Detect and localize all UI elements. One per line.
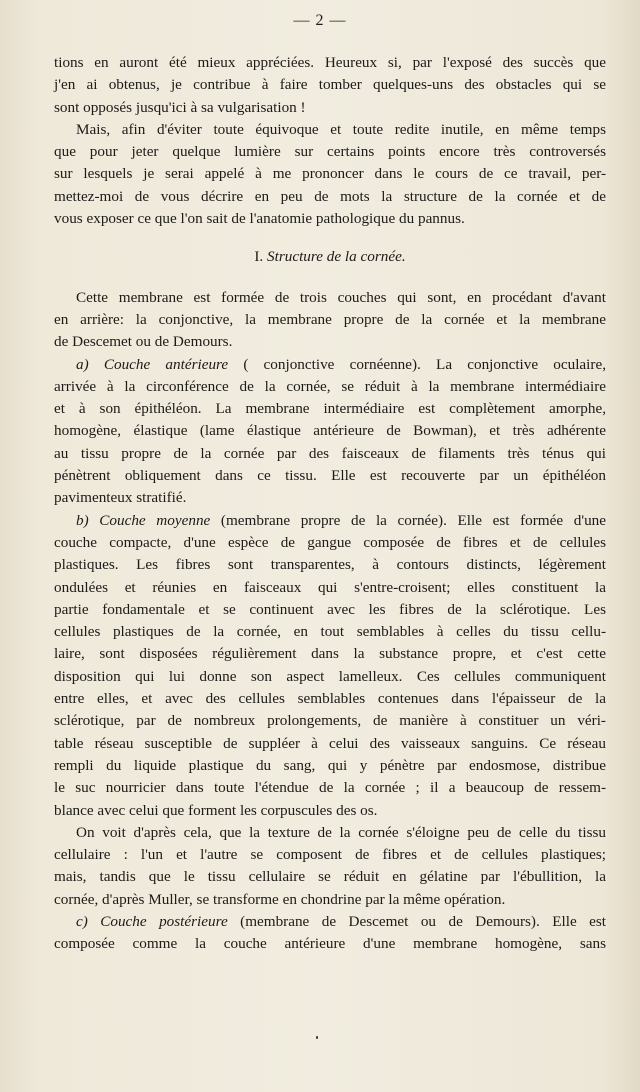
text-line: couche compacte, d'une espèce de gangue composée de fibres et de cellules	[54, 533, 606, 551]
text-line: sur lesquels je serai appelé à me prononcer dans le cours de ce travail, per-	[54, 165, 606, 183]
subsection-lead: c) Couche postérieure	[76, 912, 228, 930]
text-line: laire, sont disposées régulièrement dans la substance propre, et c'est cette	[54, 645, 606, 663]
text-line: blance avec celui que forment les corpuscules des os.	[54, 801, 378, 819]
text-line: au tissu propre de la cornée par des faisceaux de filaments très ténus qui	[54, 444, 606, 462]
text-line	[54, 354, 606, 376]
ink-speck	[316, 1036, 318, 1039]
text-line: sclérotique, par de nombreux prolongements, de manière à constituer un véri-	[54, 712, 606, 730]
text-line: et à son épithéléon. La membrane intermédiaire est complètement amorphe,	[54, 400, 606, 418]
text-line: table réseau susceptible de suppléer à celui des vaisseaux sanguins. Ce réseau	[54, 734, 606, 752]
subsection-lead: a) Couche antérieure	[76, 355, 229, 373]
page-number: — 2 —	[293, 12, 347, 29]
body-text	[54, 52, 606, 956]
text-line: On voit d'après cela, que la texture de la cornée s'éloigne peu de celle du tissu	[76, 823, 606, 841]
text-line: rempli du liquide plastique du sang, qui y pénètre par endosmose, distribue	[54, 756, 606, 774]
text-line: vous exposer ce que l'on sait de l'anatomie pathologique du pannus.	[54, 210, 465, 228]
text-line: plastiques. Les fibres sont transparentes, à contours distincts, légèrement	[54, 556, 606, 574]
text-line: j'en ai obtenus, je contribue à faire tomber quelques-uns des obstacles qui se	[54, 76, 606, 94]
text-run: (membrane propre de la cornée). Elle est formée d'une	[210, 511, 606, 529]
text-line: sont opposés jusqu'ici à sa vulgarisation !	[54, 98, 306, 116]
text-run: ( conjonctive cornéenne). La conjonctive oculaire,	[228, 355, 606, 373]
text-line: homogène, élastique (lame élastique antérieure de Bowman), et très adhérente	[54, 422, 606, 440]
text-line: pavimenteux stratifié.	[54, 489, 187, 507]
text-line: disposition qui lui donne son aspect lamelleux. Ces cellules communiquent	[54, 667, 606, 685]
text-line: que pour jeter quelque lumière sur certains points encore très controversés	[54, 143, 606, 161]
text-line: ondulées et réunies en faisceaux qui s'entre-croisent; elles constituent la	[54, 578, 606, 596]
text-run: (membrane de Descemet ou de Demours). Elle est	[227, 912, 606, 930]
subsection-lead: b) Couche moyenne	[76, 511, 211, 529]
text-line	[54, 911, 606, 933]
text-line: arrivée à la circonférence de la cornée, se réduit à la membrane intermédiaire	[54, 377, 606, 395]
text-line: composée comme la couche antérieure d'une membrane homogène, sans	[54, 935, 606, 953]
text-line: le suc nourricier dans toute l'étendue de la cornée ; il a beaucoup de ressem-	[54, 779, 606, 797]
text-line: Mais, afin d'éviter toute équivoque et toute redite inutile, en même temps	[76, 120, 606, 138]
text-line: entre elles, et avec des cellules semblables contenues dans l'épaisseur de la	[54, 690, 606, 708]
text-line: cornée, d'après Muller, se transforme en chondrine par la même opération.	[54, 890, 506, 908]
text-line: cellules plastiques de la cornée, en tout semblables à celles du tissu cellu-	[54, 623, 606, 641]
text-line: cellulaire : l'un et l'autre se composent de fibres et de cellules plastiques;	[54, 846, 606, 864]
text-line: pénètrent obliquement dans ce tissu. Elle est recouverte par un épithéléon	[54, 467, 606, 485]
text-line: Cette membrane est formée de trois couches qui sont, en procédant d'avant	[76, 288, 606, 306]
section-title: Structure de la cornée.	[267, 248, 406, 266]
text-line: mettez-moi de vous décrire en peu de mots la structure de la cornée et de	[54, 187, 606, 205]
text-line: en arrière: la conjonctive, la membrane propre de la cornée et la membrane	[54, 310, 606, 328]
section-heading	[54, 246, 606, 268]
text-line	[54, 510, 606, 532]
text-line: mais, tandis que le tissu cellulaire se réduit en gélatine par l'ébullition, la	[54, 868, 606, 886]
text-line: tions en auront été mieux appréciées. Heureux si, par l'exposé des succès que	[54, 54, 606, 71]
section-number: I.	[254, 248, 264, 266]
text-line: de Descemet ou de Demours.	[54, 333, 233, 351]
text-line: partie fondamentale et se continuent avec les fibres de la sclérotique. Les	[54, 600, 606, 618]
